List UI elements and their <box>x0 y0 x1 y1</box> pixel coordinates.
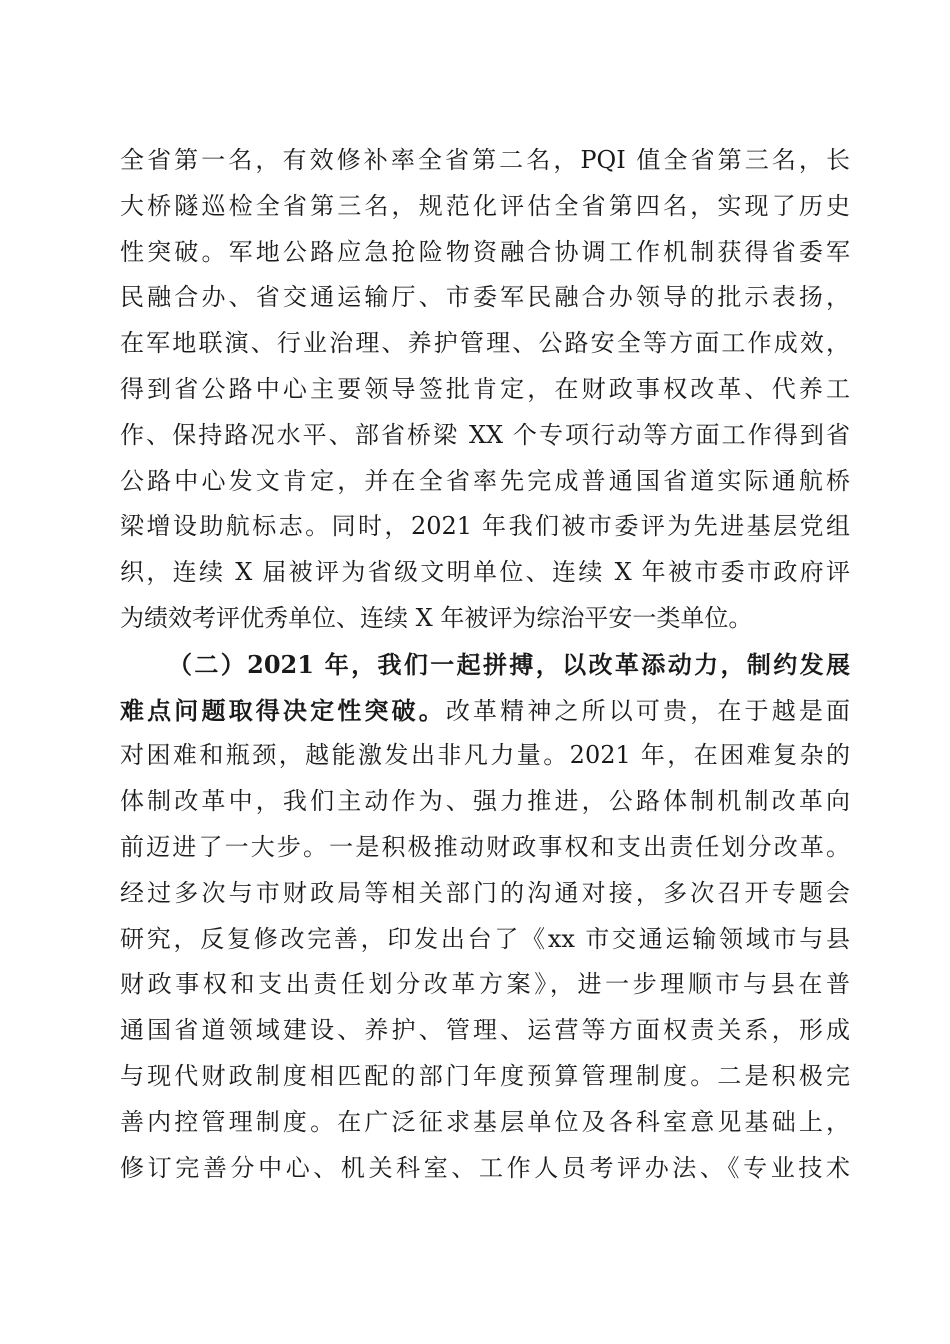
text-line: 梁增设助航标志。同时，2021 年我们被市委评为先进基层党组 <box>120 512 850 541</box>
text-line: 得到省公路中心主要领导签批肯定，在财政事权改革、代养工 <box>120 374 850 403</box>
text-line: 经过多次与市财政局等相关部门的沟通对接，多次召开专题会 <box>120 878 850 907</box>
text-line: 为绩效考评优秀单位、连续 X 年被评为综治平安一类单位。 <box>120 603 753 632</box>
paragraph-reform <box>120 642 850 1192</box>
text-line: 与现代财政制度相匹配的部门年度预算管理制度。二是积极完 <box>120 1061 850 1090</box>
body-text <box>120 138 850 1191</box>
text-line: 织，连续 X 届被评为省级文明单位、连续 X 年被市委市政府评 <box>120 558 850 587</box>
text-line: 财政事权和支出责任划分改革方案》，进一步理顺市与县在普 <box>120 970 850 999</box>
text-line: 性突破。军地公路应急抢险物资融合协调工作机制获得省委军 <box>120 237 850 266</box>
text-line: 对困难和瓶颈，越能激发出非凡力量。2021 年，在困难复杂的 <box>120 741 850 770</box>
text-line: 大桥隧巡检全省第三名，规范化评估全省第四名，实现了历史 <box>120 191 850 220</box>
text-line: 前迈进了一大步。一是积极推动财政事权和支出责任划分改革。 <box>120 832 850 861</box>
section-heading-end: 难点问题取得决定性突破。 <box>120 695 446 725</box>
text-line: 体制改革中，我们主动作为、强力推进，公路体制机制改革向 <box>120 787 850 816</box>
text-line: 修订完善分中心、机关科室、工作人员考评办法、《专业技术 <box>120 1153 850 1182</box>
text-line: 民融合办、省交通运输厅、市委军民融合办领导的批示表扬， <box>120 283 850 312</box>
text-line: 善内控管理制度。在广泛征求基层单位及各科室意见基础上， <box>120 1107 850 1136</box>
text-line: 全省第一名，有效修补率全省第二名，PQI 值全省第三名，长 <box>120 146 850 174</box>
text-line: 通国省道领域建设、养护、管理、运营等方面权责关系，形成 <box>120 1016 850 1045</box>
heading-line-text: 改革精神之所以可贵，在于越是面 <box>445 696 850 725</box>
text-line: 作、保持路况水平、部省桥梁 XX 个专项行动等方面工作得到省 <box>120 420 850 449</box>
paragraph-achievements <box>120 138 850 642</box>
text-line: 公路中心发文肯定，并在全省率先完成普通国省道实际通航桥 <box>120 466 850 495</box>
section-heading: （二）2021 年，我们一起拼搏，以改革添动力，制约发展 <box>168 649 850 679</box>
text-line <box>120 688 850 734</box>
text-line: 研究，反复修改完善，印发出台了《xx 市交通运输领域市与县 <box>120 924 850 953</box>
text-line: 在军地联演、行业治理、养护管理、公路安全等方面工作成效， <box>120 329 850 358</box>
